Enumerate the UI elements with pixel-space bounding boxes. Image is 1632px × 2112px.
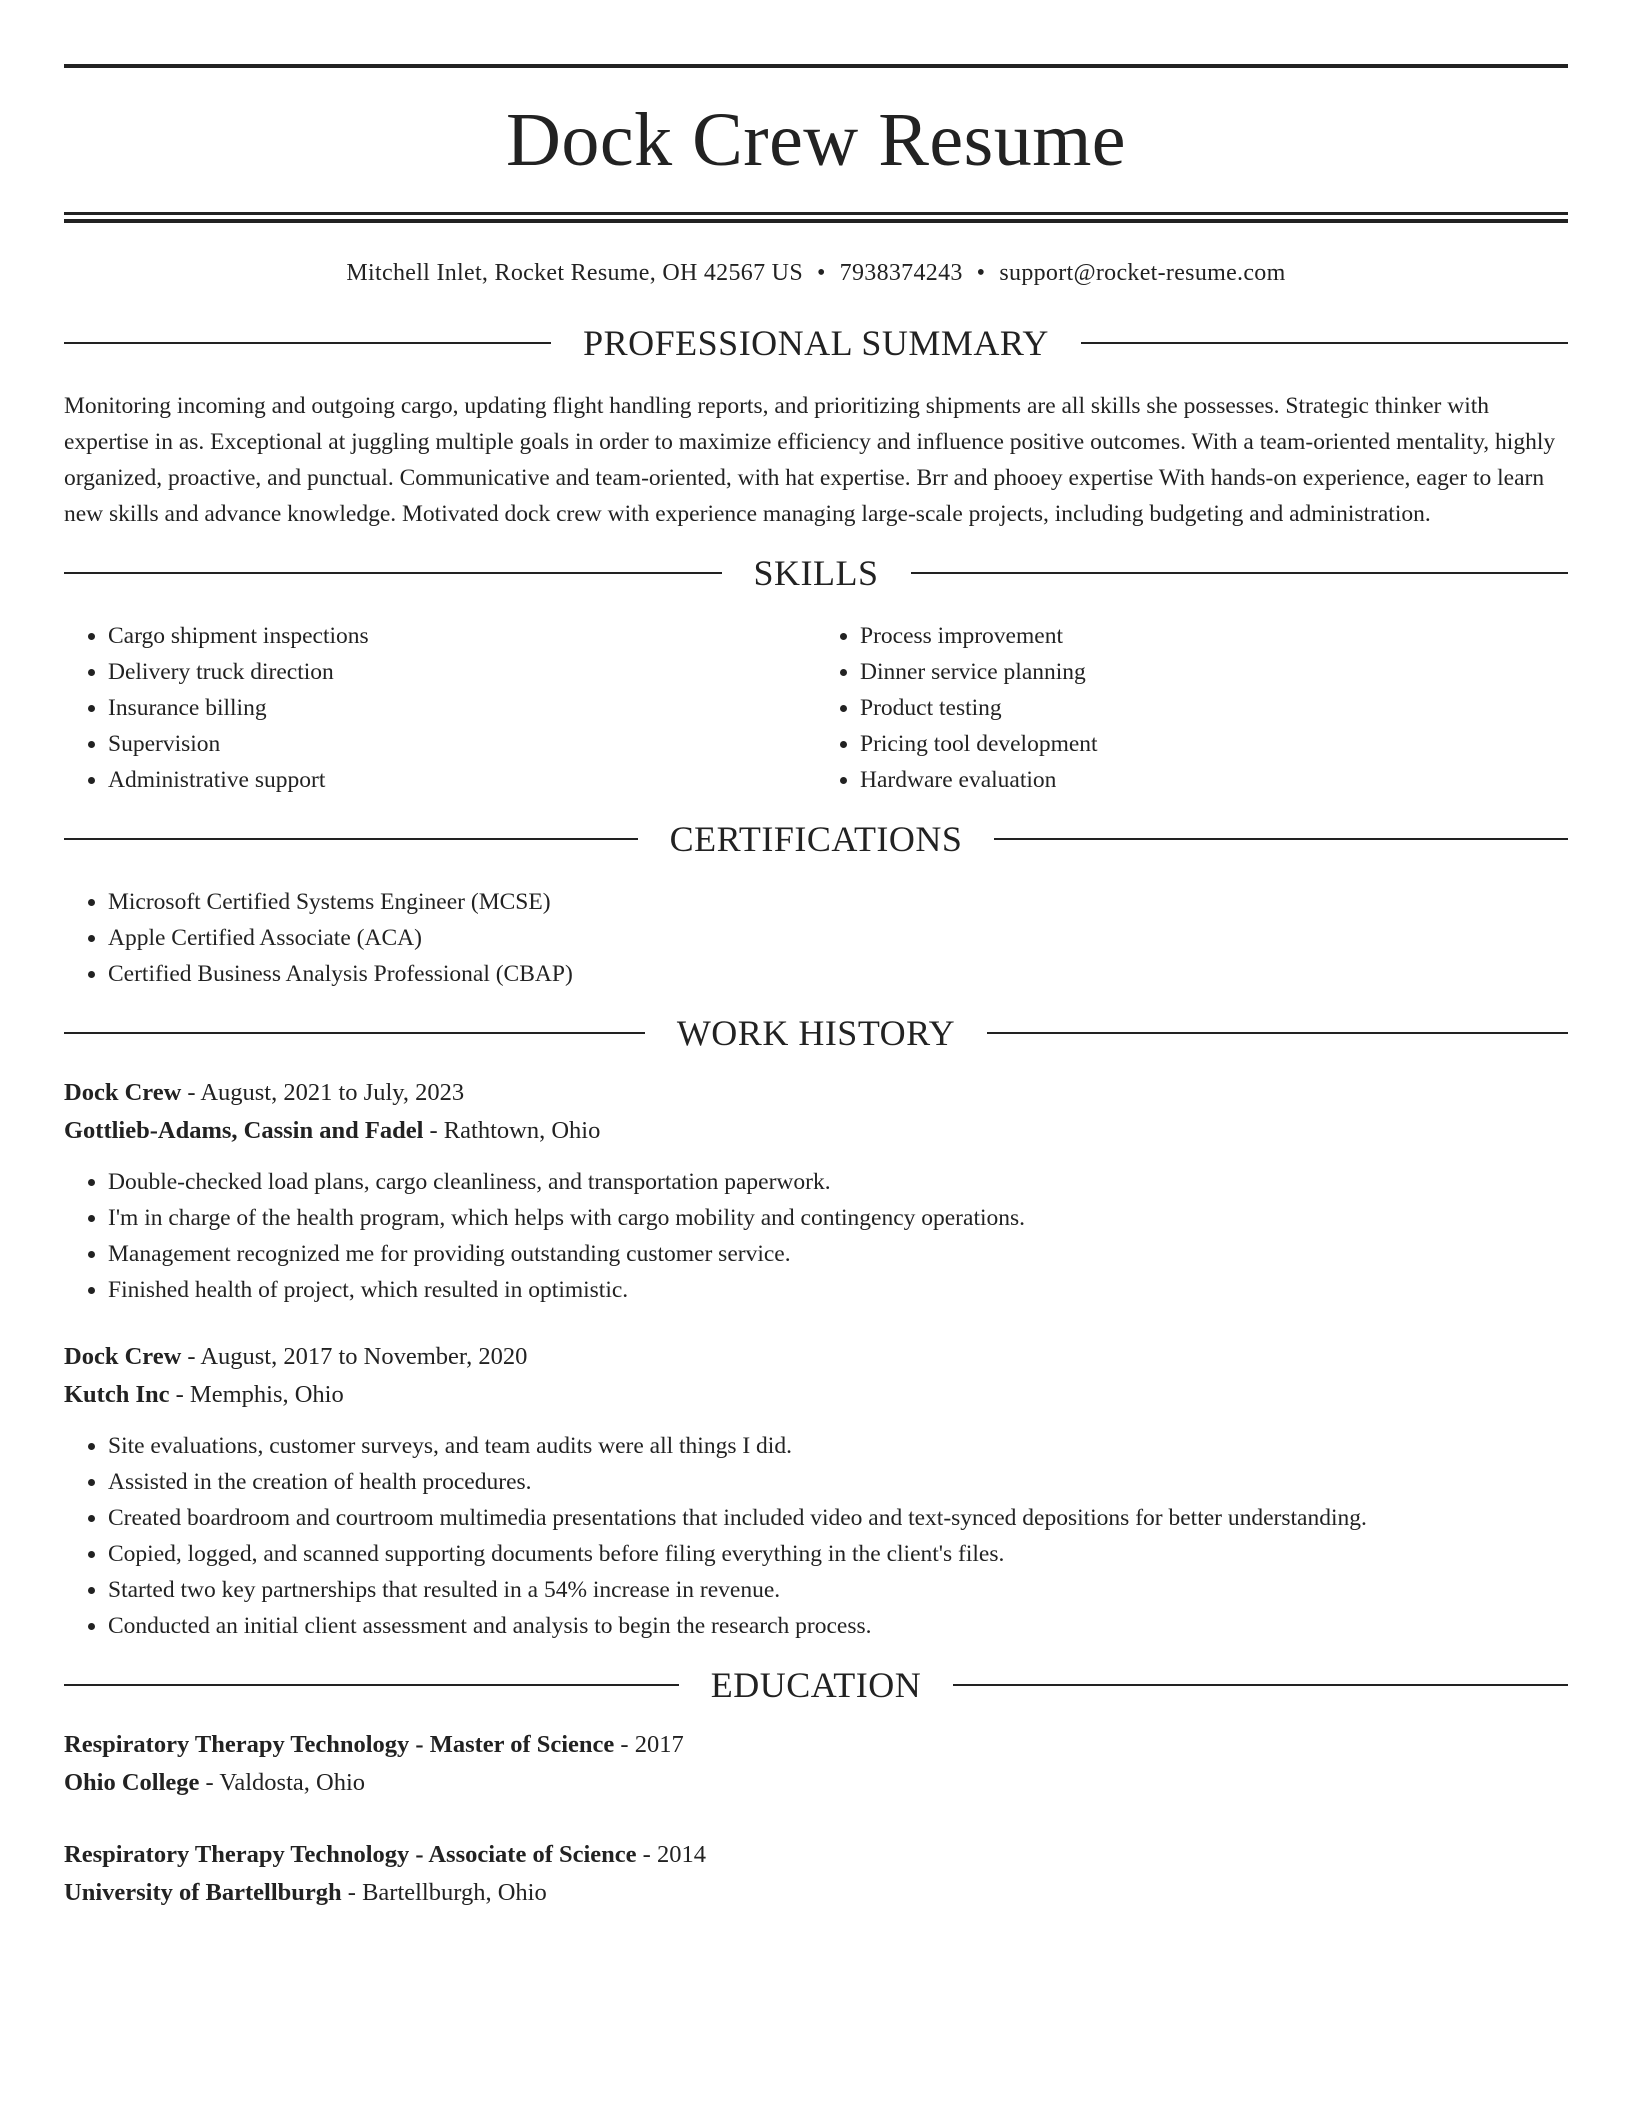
heading-rule-left — [64, 572, 722, 574]
education-year: - 2014 — [642, 1841, 706, 1868]
heading-rule-right — [953, 1684, 1568, 1686]
education-school-line — [64, 1764, 1568, 1802]
header-double-rule — [64, 212, 1568, 223]
job-company: Gottlieb-Adams, Cassin and Fadel — [64, 1117, 424, 1144]
contact-separator: • — [816, 260, 826, 286]
skill-item: • Insurance billing — [108, 690, 816, 726]
job-company-line — [64, 1112, 1568, 1150]
job-location: - Memphis, Ohio — [175, 1381, 344, 1408]
summary-heading-label: PROFESSIONAL SUMMARY — [583, 323, 1049, 363]
summary-section-heading — [64, 322, 1568, 364]
education-school: University of Bartellburgh — [64, 1879, 342, 1906]
job-bullet: • Conducted an initial client assessment and analysis to begin the research process. — [108, 1608, 1568, 1644]
education-heading-label: EDUCATION — [710, 1665, 922, 1705]
skills-column-right — [816, 618, 1568, 798]
job-bullet: • Site evaluations, customer surveys, and team audits were all things I did. — [108, 1428, 1568, 1464]
skill-item: • Product testing — [860, 690, 1568, 726]
certifications-heading-label: CERTIFICATIONS — [669, 819, 963, 859]
job-bullet: • Started two key partnerships that resulted in a 54% increase in revenue. — [108, 1572, 1568, 1608]
education-degree: Respiratory Therapy Technology - Master of Science — [64, 1731, 615, 1758]
job-title-line — [64, 1074, 1568, 1112]
work-history-heading-label: WORK HISTORY — [676, 1013, 956, 1053]
education-year: - 2017 — [620, 1731, 684, 1758]
job-dates: - August, 2021 to July, 2023 — [187, 1079, 465, 1106]
resume-title: Dock Crew Resume — [505, 98, 1127, 182]
contact-email: support@rocket-resume.com — [999, 260, 1286, 286]
summary-text: Monitoring incoming and outgoing cargo, updating flight handling reports, and prioritizing shipments are all skills she possesses. Strategic thinker with expertise in as. Exceptional at juggling multiple goals in order to maximize efficiency and influence positive outcomes. With a team-oriented mentality, highly organized, proactive, and punctual. Communicative and team-oriented, with hat expertise. Brr and phooey expertise With hands-on experience, eager to learn new skills and advance knowledge. Motivated dock crew with experience managing large-scale projects, including budgeting and administration. — [64, 393, 1556, 527]
certification-item: • Certified Business Analysis Professional (CBAP) — [108, 956, 1568, 992]
job-bullet: • I'm in charge of the health program, which helps with cargo mobility and contingency operations. — [108, 1200, 1568, 1236]
heading-rule-right — [1081, 342, 1568, 344]
job-bullet: • Double-checked load plans, cargo cleanliness, and transportation paperwork. — [108, 1164, 1568, 1200]
heading-rule-left — [64, 1032, 645, 1034]
contact-line — [64, 258, 1568, 288]
skill-item: • Pricing tool development — [860, 726, 1568, 762]
skill-item: • Supervision — [108, 726, 816, 762]
skills-column-left — [64, 618, 816, 798]
education-section-heading — [64, 1664, 1568, 1706]
education-degree: Respiratory Therapy Technology - Associate of Science — [64, 1841, 637, 1868]
education-location: - Valdosta, Ohio — [205, 1769, 366, 1796]
education-location: - Bartellburgh, Ohio — [347, 1879, 547, 1906]
job-bullet: • Assisted in the creation of health procedures. — [108, 1464, 1568, 1500]
skills-grid — [64, 618, 1568, 798]
skills-section-heading — [64, 552, 1568, 594]
job-company: Kutch Inc — [64, 1381, 170, 1408]
job-bullet: • Copied, logged, and scanned supporting documents before filing everything in the client's files. — [108, 1536, 1568, 1572]
certifications-section-heading — [64, 818, 1568, 860]
education-school: Ohio College — [64, 1769, 200, 1796]
skill-item: • Administrative support — [108, 762, 816, 798]
education-entry — [64, 1836, 1568, 1912]
job-title: Dock Crew — [64, 1343, 182, 1370]
heading-rule-right — [994, 838, 1568, 840]
job-bullets — [64, 1428, 1568, 1644]
job-entry — [64, 1338, 1568, 1644]
heading-rule-left — [64, 342, 551, 344]
contact-address: Mitchell Inlet, Rocket Resume, OH 42567 US — [346, 260, 803, 286]
skill-item: • Delivery truck direction — [108, 654, 816, 690]
heading-rule-right — [911, 572, 1569, 574]
skill-item: • Cargo shipment inspections — [108, 618, 816, 654]
skill-item: • Hardware evaluation — [860, 762, 1568, 798]
job-bullet: • Created boardroom and courtroom multimedia presentations that included video and text-synced depositions for better understanding. — [108, 1500, 1568, 1536]
job-bullets — [64, 1164, 1568, 1308]
job-location: - Rathtown, Ohio — [429, 1117, 601, 1144]
heading-rule-left — [64, 838, 638, 840]
heading-rule-left — [64, 1684, 679, 1686]
job-dates: - August, 2017 to November, 2020 — [187, 1343, 528, 1370]
education-school-line — [64, 1874, 1568, 1912]
certification-item: • Microsoft Certified Systems Engineer (MCSE) — [108, 884, 1568, 920]
education-degree-line — [64, 1726, 1568, 1764]
contact-separator: • — [976, 260, 986, 286]
work-history-section-heading — [64, 1012, 1568, 1054]
job-company-line — [64, 1376, 1568, 1414]
job-bullet: • Management recognized me for providing outstanding customer service. — [108, 1236, 1568, 1272]
education-degree-line — [64, 1836, 1568, 1874]
job-entry — [64, 1074, 1568, 1308]
skills-list-left — [64, 618, 816, 798]
certification-item: • Apple Certified Associate (ACA) — [108, 920, 1568, 956]
job-title: Dock Crew — [64, 1079, 182, 1106]
skill-item: • Dinner service planning — [860, 654, 1568, 690]
job-title-line — [64, 1338, 1568, 1376]
skills-list-right — [816, 618, 1568, 798]
heading-rule-right — [987, 1032, 1568, 1034]
skills-heading-label: SKILLS — [753, 553, 879, 593]
certifications-list — [64, 884, 1568, 992]
job-bullet: • Finished health of project, which resulted in optimistic. — [108, 1272, 1568, 1308]
contact-phone: 7938374243 — [839, 260, 963, 286]
education-entry — [64, 1726, 1568, 1802]
skill-item: • Process improvement — [860, 618, 1568, 654]
